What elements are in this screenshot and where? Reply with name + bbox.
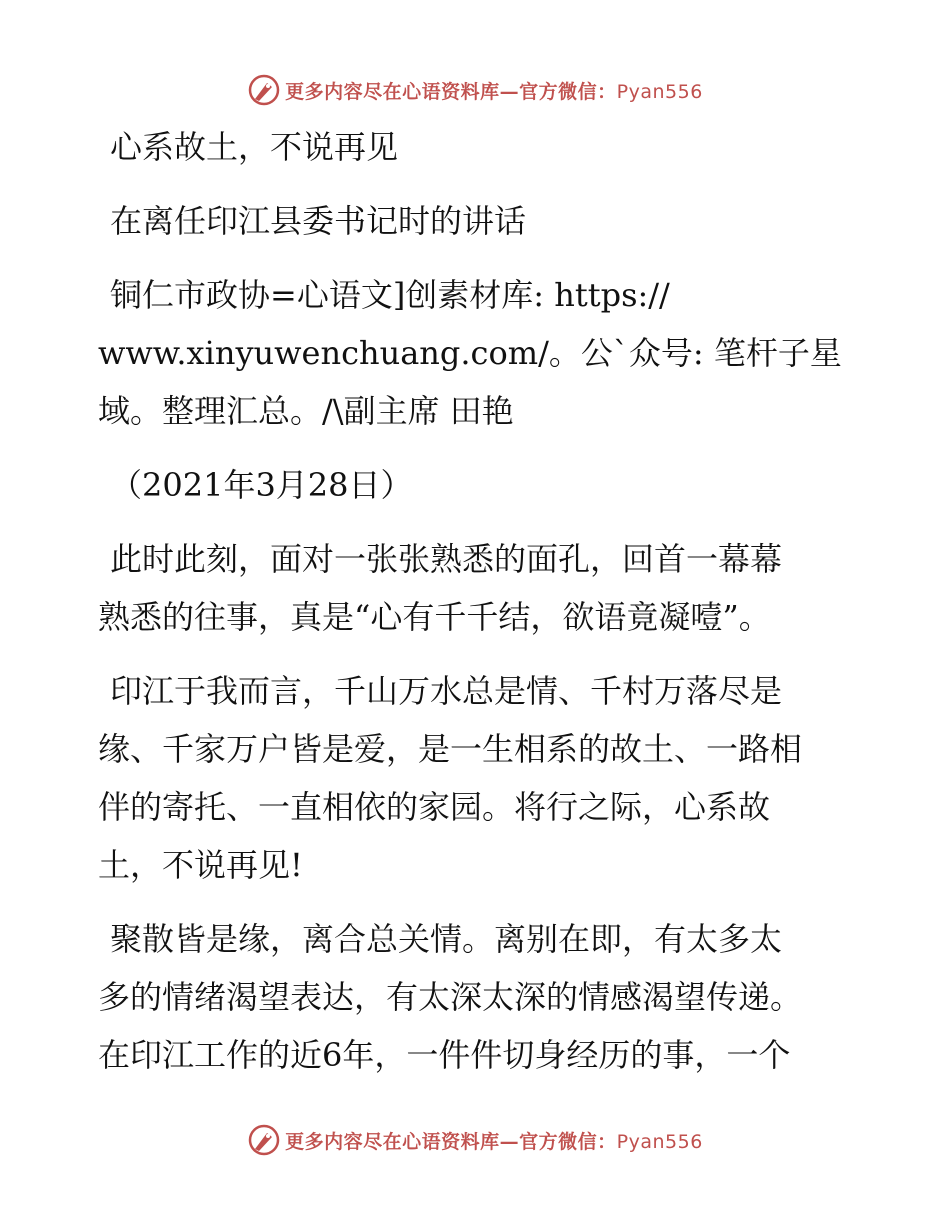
footer-watermark — [0, 1120, 950, 1160]
paragraph-line: 印江于我而言，千山万水总是情、千村万落尽是 — [110, 672, 783, 710]
paragraph-line: 多的情绪渴望表达，有太深太深的情感渴望传递。 — [98, 978, 803, 1016]
document-subtitle: 在离任印江县委书记时的讲话 — [110, 202, 527, 240]
watermark-text: 更多内容尽在心语资料库—官方微信：Pyan556 — [285, 80, 703, 103]
document-body — [98, 118, 858, 1084]
paragraph-line: 缘、千家万户皆是爱，是一生相系的故土、一路相 — [98, 730, 803, 768]
paragraph-line: 伴的寄托、一直相依的家园。将行之际，心系故 — [98, 788, 771, 826]
paragraph-line: 土，不说再见! — [98, 846, 303, 884]
paragraph-line: 熟悉的往事，真是“心有千千结，欲语竟凝噎”。 — [98, 598, 771, 636]
author-line: 域。整理汇总。/\副主席 田艳 — [98, 392, 514, 430]
paragraph-line: 此时此刻，面对一张张熟悉的面孔，回首一幕幕 — [110, 540, 783, 578]
paragraph — [98, 662, 858, 894]
paragraph-line: 聚散皆是缘，离合总关情。离别在即，有太多太 — [110, 920, 783, 958]
paragraph-line: 在印江工作的近6年，一件件切身经历的事，一个 — [98, 1036, 791, 1074]
header-watermark — [0, 70, 950, 110]
speech-date: （2021年3月28日） — [110, 466, 413, 504]
document-title: 心系故土，不说再见 — [110, 128, 399, 166]
watermark-text: 更多内容尽在心语资料库—官方微信：Pyan556 — [285, 1130, 703, 1153]
author-line: www.xinyuwenchuang.com/。公`众号: 笔杆子星 — [98, 334, 842, 372]
paragraph — [98, 910, 858, 1084]
author-line: 铜仁市政协=心语文]创素材库: https:// — [110, 276, 670, 314]
pen-nib-logo-icon — [247, 1123, 281, 1157]
pen-nib-logo-icon — [247, 73, 281, 107]
paragraph — [98, 530, 858, 646]
